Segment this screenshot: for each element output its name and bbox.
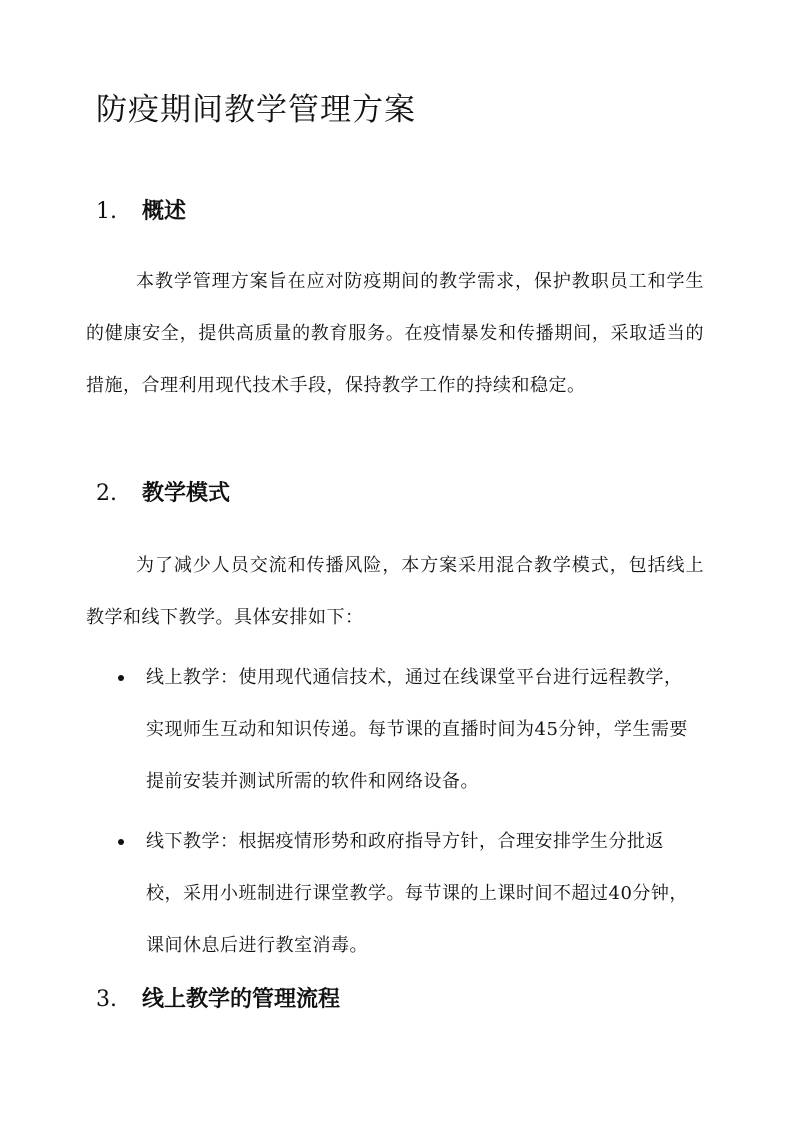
list-item-text: 线上教学：使用现代通信技术，通过在线课堂平台进行远程教学，实现师生互动和知识传递。每节课的直播时间为45分钟，学生需要提前安装并测试所需的软件和网络设备。	[146, 667, 688, 792]
section-heading-overview	[96, 198, 186, 225]
overview-paragraph: 本教学管理方案旨在应对防疫期间的教学需求，保护教职员工和学生的健康安全，提供高质量的教育服务。在疫情暴发和传播期间，采取适当的措施，合理利用现代技术手段，保持教学工作的持续和稳定。	[86, 271, 704, 396]
teaching-mode-paragraph: 为了减少人员交流和传播风险，本方案采用混合教学模式，包括线上教学和线下教学。具体安排如下：	[86, 555, 704, 628]
section-heading-online-management	[96, 986, 340, 1013]
bullet-icon	[118, 675, 124, 681]
bullet-icon	[118, 839, 124, 845]
document-title: 防疫期间教学管理方案	[96, 92, 416, 128]
section-title: 教学模式	[142, 480, 231, 506]
section-number: 1.	[96, 199, 117, 224]
section-title: 线上教学的管理流程	[142, 986, 341, 1012]
section-title: 概述	[142, 198, 187, 224]
teaching-mode-list	[108, 652, 698, 980]
section-number: 3.	[96, 987, 117, 1012]
section-number: 2.	[96, 481, 117, 506]
list-item-online-teaching	[108, 652, 698, 808]
section-heading-teaching-mode	[96, 480, 230, 507]
list-item-text: 线下教学：根据疫情形势和政府指导方针，合理安排学生分批返校，采用小班制进行课堂教学。每节课的上课时间不超过40分钟，课间休息后进行教室消毒。	[146, 831, 688, 956]
list-item-offline-teaching	[108, 816, 698, 972]
